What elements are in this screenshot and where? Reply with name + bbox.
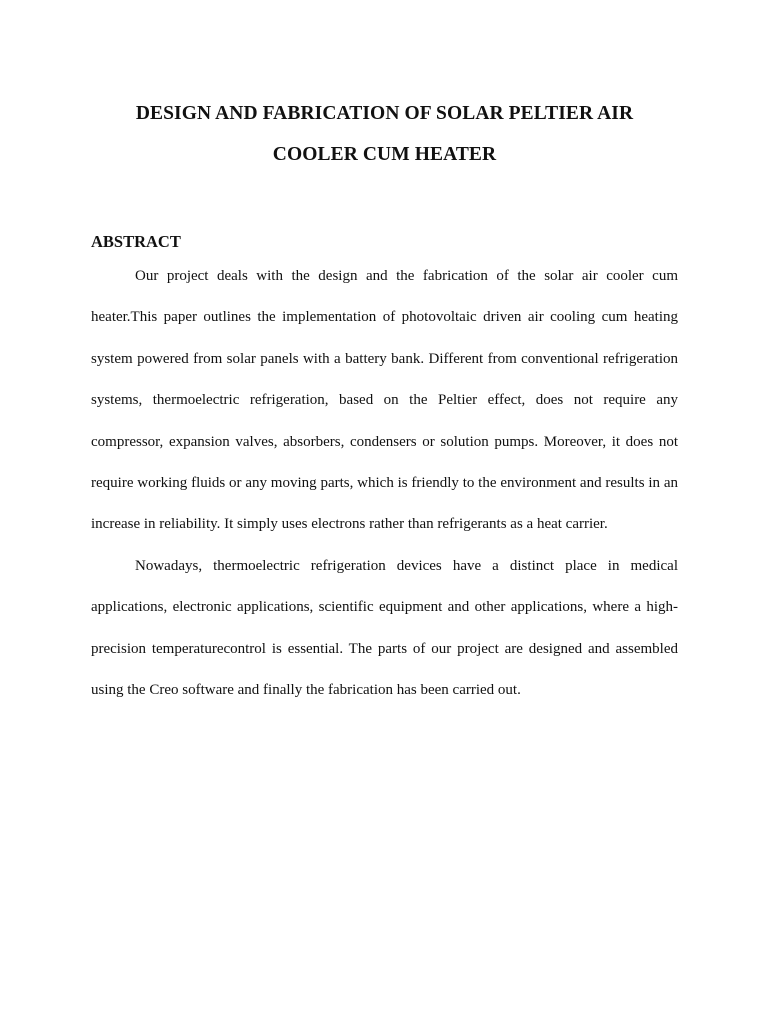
abstract-paragraph-1: Our project deals with the design and the fabrication of the solar air cooler cum heater.This paper outlines the implementation of photovoltaic driven air cooling cum heating system powered from solar panels with a battery bank. Different from conventional refrigeration systems, thermoelectric refrigeration, based on the Peltier effect, does not require any compressor, expansion valves, absorbers, condensers or solution pumps. Moreover, it does not require working fluids or any moving parts, which is friendly to the environment and results in an increase in reliability. It simply uses electrons rather than refrigerants as a heat carrier.	[91, 268, 678, 533]
abstract-paragraph-2: Nowadays, thermoelectric refrigeration devices have a distinct place in medical applications, electronic applications, scientific equipment and other applications, where a high-precision temperaturecontrol is essential. The parts of our project are designed and assembled using the Creo software and finally the fabrication has been carried out.	[91, 557, 678, 699]
abstract-heading: ABSTRACT	[91, 232, 181, 251]
document-title: DESIGN AND FABRICATION OF SOLAR PELTIER AIR COOLER CUM HEATER	[135, 103, 634, 165]
